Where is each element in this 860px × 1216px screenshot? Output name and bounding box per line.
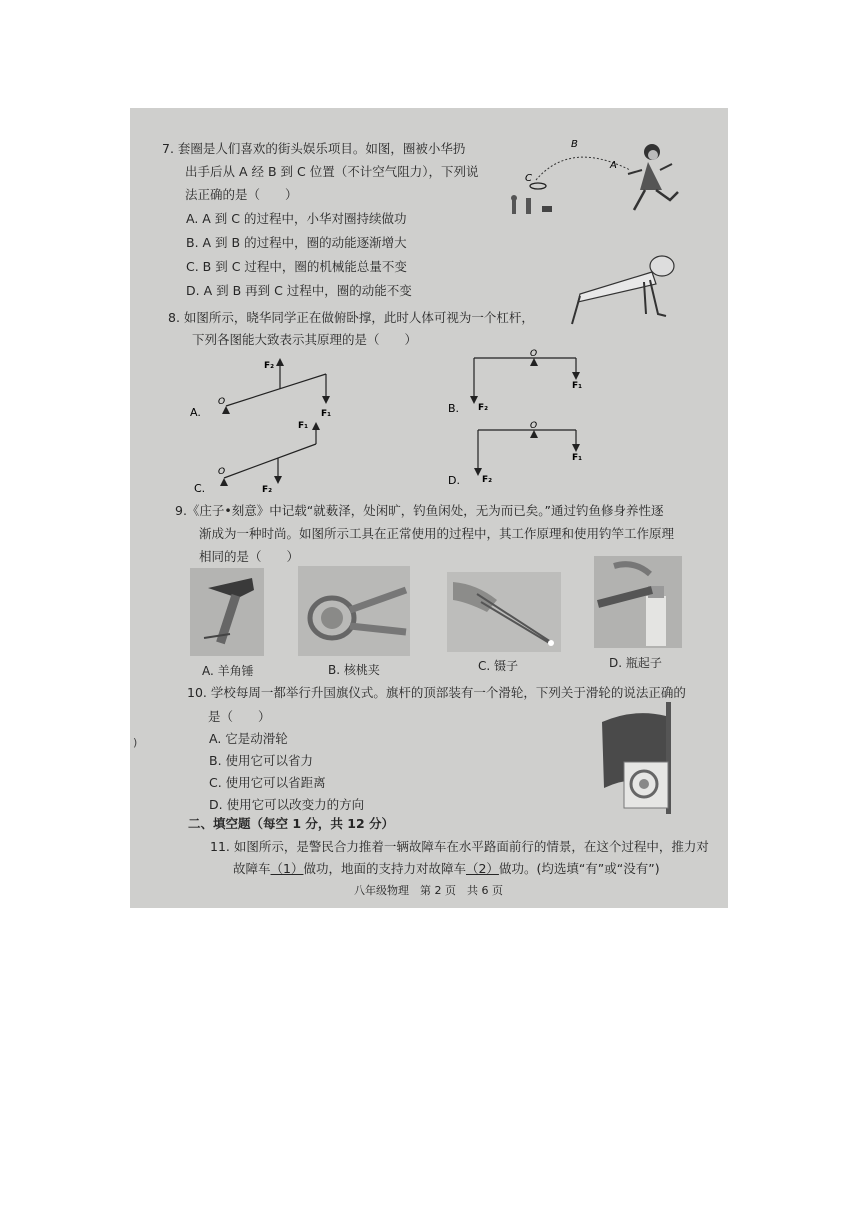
f1-label: F₁: [298, 421, 309, 431]
margin-mark: ): [133, 736, 138, 749]
q7-option-c: C. B 到 C 过程中，圈的机械能总量不变: [186, 259, 407, 274]
flagpole-pulley-figure: [594, 696, 684, 816]
f1-label: F₁: [321, 409, 332, 419]
lever-diagram-d: [448, 418, 608, 488]
scanned-exam-page: [130, 108, 728, 908]
tweezers-photo: [447, 572, 561, 652]
f2-label: F₂: [482, 475, 493, 485]
f2-label: F₂: [262, 485, 273, 495]
q10-option-c: C. 使用它可以省距离: [209, 775, 326, 790]
q9-line3: 相同的是（ ）: [199, 549, 300, 564]
q9-line1: 9.《庄子•刻意》中记载“就薮泽，处闲旷，钓鱼闲处，无为而已矣。”通过钓鱼修身养性逐: [175, 503, 664, 518]
q10-option-a: A. 它是动滑轮: [209, 731, 288, 746]
q7-option-b: B. A 到 B 的过程中，圈的动能逐渐增大: [186, 235, 407, 250]
q11-blank-1: （1）: [270, 861, 304, 876]
fulcrum-label: O: [218, 397, 226, 407]
q10-line1: 10. 学校每周一都举行升国旗仪式。旗杆的顶部装有一个滑轮，下列关于滑轮的说法正确的: [187, 685, 686, 700]
q8-line2: 下列各图能大致表示其原理的是（ ）: [192, 332, 418, 347]
tool-caption-d: D. 瓶起子: [609, 656, 662, 670]
q8-line1: 8. 如图所示，晓华同学正在做俯卧撑，此时人体可视为一个杠杆，: [168, 310, 534, 325]
q7-line3: 法正确的是（ ）: [185, 187, 298, 202]
point-b-label: B: [571, 139, 578, 150]
pushup-figure: [566, 244, 686, 336]
q11-blank-2: （2）: [465, 861, 499, 876]
option-a-label: A.: [190, 406, 201, 419]
f1-label: F₁: [572, 381, 583, 391]
f1-label: F₁: [572, 453, 583, 463]
f2-label: F₂: [478, 403, 489, 413]
walnut-cracker-photo: [298, 566, 410, 656]
q10-option-d: D. 使用它可以改变力的方向: [209, 797, 365, 812]
q11-line2: [233, 861, 660, 877]
q7-option-d: D. A 到 B 再到 C 过程中，圈的动能不变: [186, 283, 412, 298]
ring-toss-figure: [500, 130, 690, 222]
q11-text-a: 故障车: [233, 861, 271, 876]
point-c-label: C: [525, 173, 532, 184]
lever-diagram-b: [448, 348, 608, 418]
fulcrum-label: O: [218, 467, 226, 477]
q11-line1: 11. 如图所示，是警民合力推着一辆故障车在水平路面前行的情景，在这个过程中，推力对: [210, 839, 709, 854]
q7-line1: 7. 套圈是人们喜欢的街头娱乐项目。如图，圈被小华扔: [162, 141, 466, 156]
q9-line2: 渐成为一种时尚。如图所示工具在正常使用的过程中，其工作原理和使用钓竿工作原理: [199, 526, 675, 541]
q10-option-b: B. 使用它可以省力: [209, 753, 314, 768]
q11-text-b: 做功，地面的支持力对故障车: [303, 861, 466, 876]
bottle-opener-photo: [594, 556, 682, 648]
lever-diagram-c: [190, 416, 350, 496]
page-footer: 八年级物理 第 2 页 共 6 页: [354, 884, 503, 897]
option-b-label: B.: [448, 402, 460, 415]
fulcrum-label: O: [530, 349, 538, 359]
point-a-label: A: [610, 160, 617, 171]
claw-hammer-photo: [190, 568, 264, 656]
option-c-label: C.: [194, 482, 206, 495]
tool-caption-a: A. 羊角锤: [202, 664, 254, 678]
q11-text-c: 做功。(均选填“有”或“没有”): [498, 861, 660, 876]
q10-line2: 是（ ）: [208, 709, 271, 724]
section-two-title: 二、填空题（每空 1 分，共 12 分）: [188, 816, 395, 831]
fulcrum-label: O: [530, 421, 538, 431]
option-d-label: D.: [448, 474, 460, 487]
q7-line2: 出手后从 A 经 B 到 C 位置（不计空气阻力），下列说: [185, 164, 479, 179]
tool-caption-c: C. 镊子: [478, 659, 519, 673]
tool-caption-b: B. 核桃夹: [328, 663, 380, 677]
f2-label: F₂: [264, 361, 275, 371]
q7-option-a: A. A 到 C 的过程中，小华对圈持续做功: [186, 211, 407, 226]
